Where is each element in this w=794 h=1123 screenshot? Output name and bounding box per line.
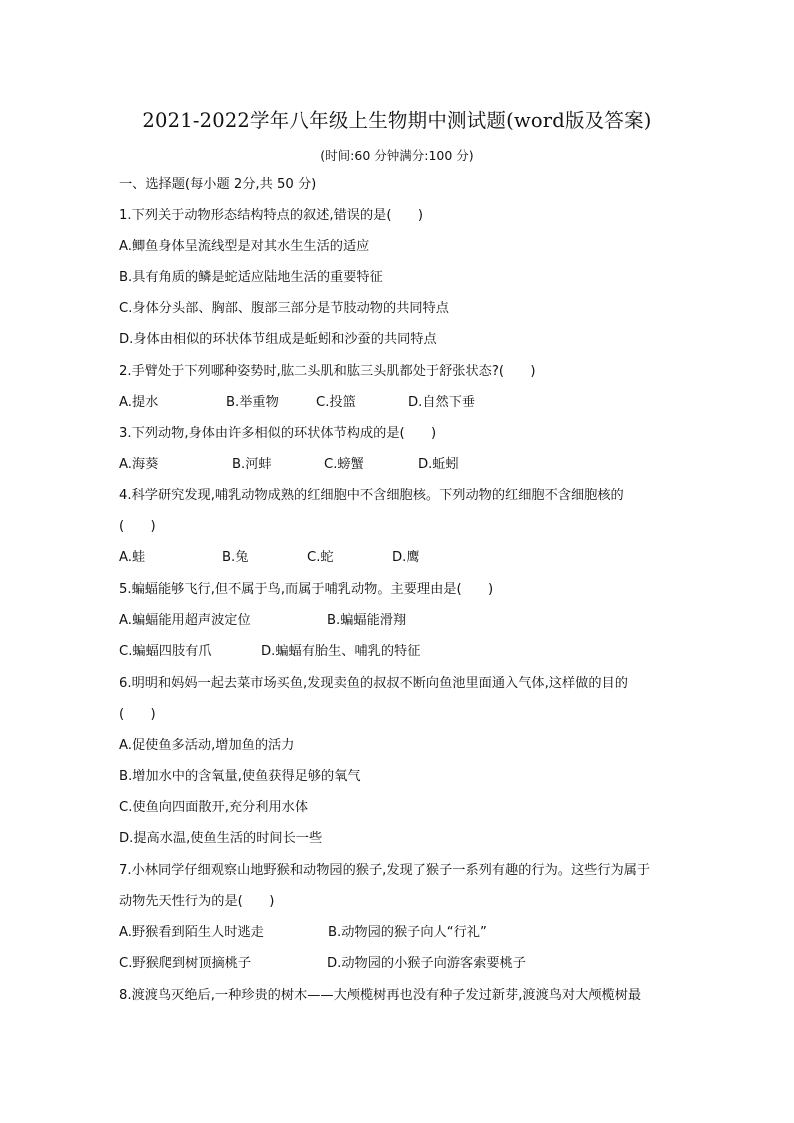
question-7-option-c: C.野猴爬到树顶摘桃子	[119, 956, 252, 971]
question-4-option-d: D.鹰	[392, 550, 420, 565]
question-1-option-b: B.具有角质的鳞是蛇适应陆地生活的重要特征	[119, 270, 383, 285]
question-4-option-b: B.兔	[222, 550, 249, 565]
page-subtitle: (时间:60 分钟满分:100 分)	[320, 148, 474, 163]
question-3-option-a: A.海葵	[119, 457, 159, 472]
question-2-stem: 2.手臂处于下列哪种姿势时,肱二头肌和肱三头肌都处于舒张状态?( )	[119, 364, 536, 379]
question-3-option-d: D.蚯蚓	[418, 457, 459, 472]
question-1-option-c: C.身体分头部、胸部、腹部三部分是节肢动物的共同特点	[119, 301, 449, 316]
question-2-option-b: B.举重物	[226, 395, 279, 410]
question-7-option-b: B.动物园的猴子向人“行礼”	[328, 925, 487, 940]
question-7-stem-continued: 动物先天性行为的是( )	[119, 894, 275, 909]
question-4-option-a: A.蛙	[119, 550, 146, 565]
question-2-option-d: D.自然下垂	[408, 395, 476, 410]
question-6-stem: 6.明明和妈妈一起去菜市场买鱼,发现卖鱼的叔叔不断向鱼池里面通入气体,这样做的目的	[119, 676, 628, 691]
question-5-option-c: C.蝙蝠四肢有爪	[119, 644, 212, 659]
question-5-option-b: B.蝙蝠能滑翔	[327, 613, 407, 628]
question-4-stem-continued: ( )	[119, 519, 156, 534]
question-5-option-a: A.蝙蝠能用超声波定位	[119, 613, 251, 628]
question-8-stem: 8.渡渡鸟灭绝后,一种珍贵的树木——大颅榄树再也没有种子发过新芽,渡渡鸟对大颅榄树最	[119, 988, 642, 1003]
question-3-option-c: C.螃蟹	[324, 457, 364, 472]
question-6-option-a: A.促使鱼多活动,增加鱼的活力	[119, 738, 295, 753]
question-2-option-a: A.提水	[119, 395, 159, 410]
question-5-option-d: D.蝙蝠有胎生、哺乳的特征	[261, 644, 421, 659]
question-2-option-c: C.投篮	[316, 395, 356, 410]
question-3-option-b: B.河蚌	[232, 457, 272, 472]
question-4-stem: 4.科学研究发现,哺乳动物成熟的红细胞中不含细胞核。下列动物的红细胞不含细胞核的	[119, 488, 624, 503]
section-heading: 一、选择题(每小题 2分,共 50 分)	[119, 177, 317, 192]
question-7-stem: 7.小林同学仔细观察山地野猴和动物园的猴子,发现了猴子一系列有趣的行为。这些行为属于	[119, 863, 651, 878]
question-1-option-d: D.身体由相似的环状体节组成是蚯蚓和沙蚕的共同特点	[119, 332, 437, 347]
question-1-stem: 1.下列关于动物形态结构特点的叙述,错误的是( )	[119, 208, 423, 223]
question-4-option-c: C.蛇	[307, 550, 334, 565]
question-6-option-b: B.增加水中的含氧量,使鱼获得足够的氧气	[119, 769, 361, 784]
question-1-option-a: A.鲫鱼身体呈流线型是对其水生生活的适应	[119, 239, 370, 254]
page-title: 2021-2022学年八年级上生物期中测试题(word版及答案)	[142, 109, 652, 132]
question-7-option-a: A.野猴看到陌生人时逃走	[119, 925, 264, 940]
question-6-option-d: D.提高水温,使鱼生活的时间长一些	[119, 831, 323, 846]
question-6-option-c: C.使鱼向四面散开,充分利用水体	[119, 800, 309, 815]
question-3-stem: 3.下列动物,身体由许多相似的环状体节构成的是( )	[119, 426, 437, 441]
question-7-option-d: D.动物园的小猴子向游客索要桃子	[327, 956, 526, 971]
question-5-stem: 5.蝙蝠能够飞行,但不属于鸟,而属于哺乳动物。主要理由是( )	[119, 582, 494, 597]
question-6-stem-continued: ( )	[119, 707, 156, 722]
